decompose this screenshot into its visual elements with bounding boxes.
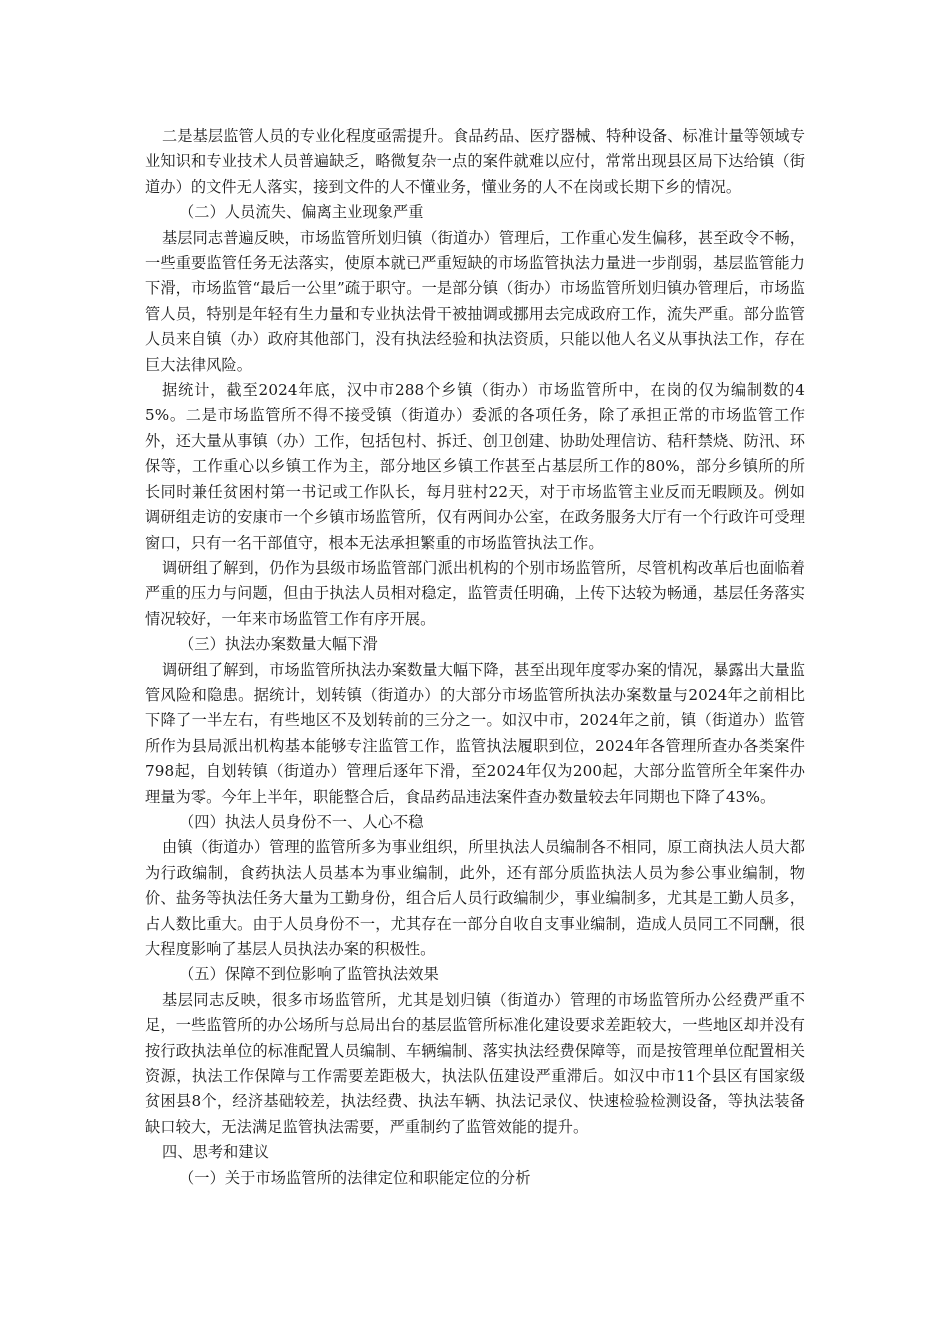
section-heading-support: （五）保障不到位影响了监管执法效果 — [179, 965, 439, 984]
section-heading-staff-status: （四）执法人员身份不一、人心不稳 — [179, 812, 424, 831]
paragraph-expertise: 二是基层监管人员的专业化程度亟需提升。食品药品、医疗器械、特种设备、标准计量等领域专业知识和专业技术人员普遍缺乏，略微复杂一点的案件就难以应付，常常出现县区局下达给镇（街道办）的文件无人落实，接到文件的人不懂业务，懂业务的人不在岗或长期下乡的情况。 — [145, 127, 805, 196]
chapter-heading-suggestions: 四、思考和建议 — [162, 1143, 270, 1162]
paragraph-survey-findings: 调研组了解到，仍作为县级市场监管部门派出机构的个别市场监管所，尽管机构改革后也面临着严重的压力与问题，但由于执法人员相对稳定，监管责任明确，上传下达较为畅通，基层任务落实情况较好，一年来市场监管工作有序开展。 — [145, 558, 805, 628]
paragraph-statistics: 据统计，截至2024年底，汉中市288个乡镇（街办）市场监管所中，在岗的仅为编制数的45%。二是市场监管所不得不接受镇（街道办）委派的各项任务，除了承担正常的市场监管工作外，还大量从事镇（办）工作，包括包村、拆迁、创卫创建、协助处理信访、秸秆禁烧、防汛、环保等，工作重心以乡镇工作为主，部分地区乡镇工作甚至占基层所工作的80%，部分乡镇所的所长同时兼任贫困村第一书记或工作队长，每月驻村22天，对于市场监管主业反而无暇顾及。例如调研组走访的安康市一个乡镇市场监管所，仅有两间办公室，在政务服务大厅有一个行政许可受理窗口，只有一名干部值守，根本无法承担繁重的市场监管执法工作。 — [145, 381, 805, 552]
paragraph-support: 基层同志反映，很多市场监管所，尤其是划归镇（街道办）管理的市场监管所办公经费严重不足，一些监管所的办公场所与总局出台的基层监管所标准化建设要求差距较大，一些地区却并没有按行政执法单位的标准配置人员编制、车辆编制、落实执法经费保障等，而是按管理单位配置相关资源，执法工作保障与工作需要差距极大，执法队伍建设严重滞后。如汉中市11个县区有国家级贫困县8个，经济基础较差，执法经费、执法车辆、执法记录仪、快速检验检测设备，等执法装备缺口较大，无法满足监管执法需要，严重制约了监管效能的提升。 — [145, 990, 805, 1136]
paragraph-staff-status: 由镇（街道办）管理的监管所多为事业组织，所里执法人员编制各不相同，原工商执法人员大都为行政编制，食药执法人员基本为事业编制，此外，还有部分质监执法人员为参公事业编制，物价、盐务等执法任务大量为工勤身份，组合后人员行政编制少，事业编制多，尤其是工勤人员多，占人数比重大。由于人员身份不一，尤其存在一部分自收自支事业编制，造成人员同工不同酬，很大程度影响了基层人员执法办案的积极性。 — [145, 838, 805, 958]
paragraph-staff-loss: 基层同志普遍反映，市场监管所划归镇（街道办）管理后，工作重心发生偏移，甚至政令不畅，一些重要监管任务无法落实，使原本就已严重短缺的市场监管执法力量进一步削弱，基层监管能力下滑，市场监管“最后一公里”疏于职守。一是部分镇（街办）市场监管所划归镇办管理后，市场监管人员，特别是年轻有生力量和专业执法骨干被抽调或挪用去完成政府工作，流失严重。部分监管人员来自镇（办）政府其他部门，没有执法经验和执法资质，只能以他人名义从事执法工作，存在巨大法律风险。 — [145, 228, 805, 374]
section-heading-case-decline: （三）执法办案数量大幅下滑 — [179, 635, 378, 654]
paragraph-case-decline: 调研组了解到，市场监管所执法办案数量大幅下降，甚至出现年度零办案的情况，暴露出大量监管风险和隐患。据统计，划转镇（街道办）的大部分市场监管所执法办案数量与2024年之前相比下降了一半左右，有些地区不及划转前的三分之一。如汉中市，2024年之前，镇（街道办）监管所作为县局派出机构基本能够专注监管工作，监管执法履职到位，2024年各管理所查办各类案件798起，自划转镇（街道办）管理后逐年下滑，至2024年仅为200起，大部分监管所全年案件办理量为零。今年上半年，职能整合后，食品药品违法案件查办数量较去年同期也下降了43%。 — [145, 660, 805, 806]
section-heading-staff-loss: （二）人员流失、偏离主业现象严重 — [179, 203, 424, 222]
document-body — [145, 124, 805, 1191]
section-heading-legal-positioning: （一）关于市场监管所的法律定位和职能定位的分析 — [179, 1168, 531, 1187]
